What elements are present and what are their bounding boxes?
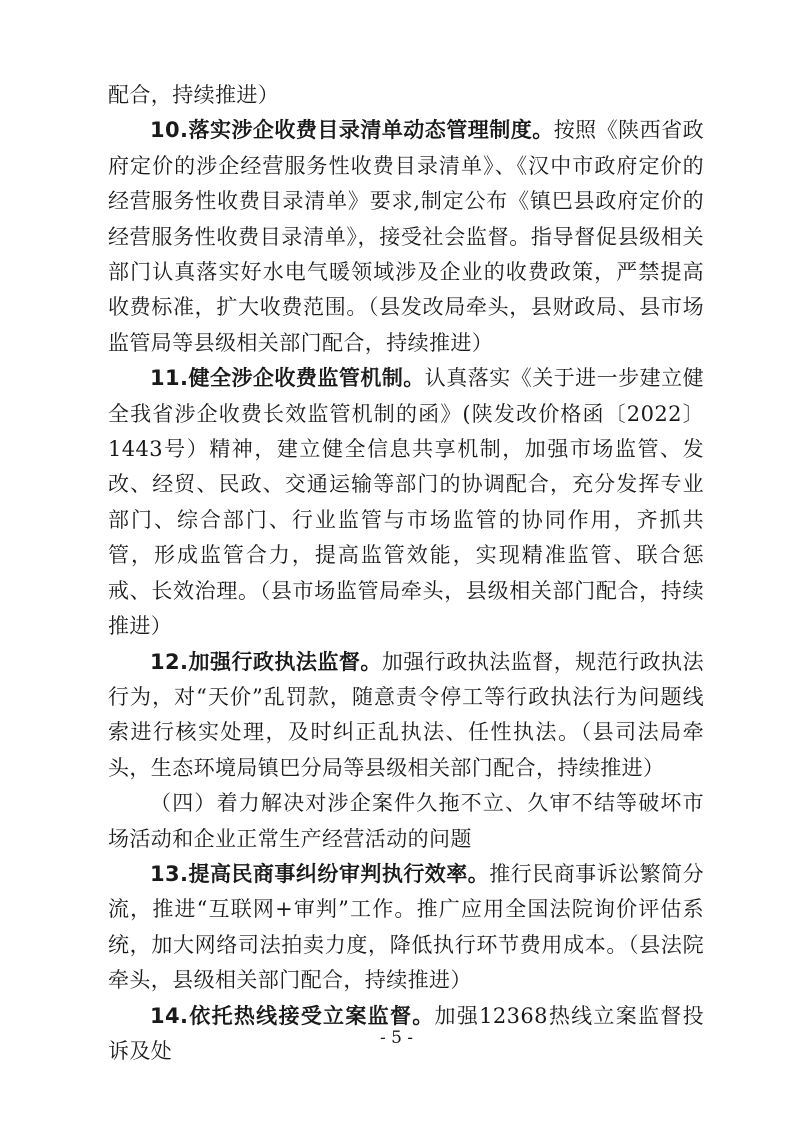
paragraph-item-12: [108, 645, 704, 787]
section-heading-4: [108, 786, 704, 857]
item-heading: 12.加强行政执法监督。: [150, 649, 382, 674]
paragraph-text: 配合，持续推进）: [108, 83, 280, 107]
item-body: 认真落实《关于进一步建立健全我省涉企收费长效监管机制的函》(陕发改价格函〔2022〕1443号）精神，建立健全信息共享机制，加强市场监管、发改、经贸、民政、交通运输等部门的协调配合，充分发挥专业部门、综合部门、行业监管与市场监管的协同作用，齐抓共管，形成监管合力，提高监管效能，实现精准监管、联合惩戒、长效治理。（县市场监管局牵头，县级相关部门配合，持续推进）: [108, 366, 704, 639]
item-body: 加强行政执法监督，规范行政执法行为，对“天价”乱罚款，随意责令停工等行政执法行为问题线索进行核实处理，及时纠正乱执法、任性执法。（县司法局牵头，生态环境局镇巴分局等县级相关部门配合，持续推进）: [108, 649, 704, 780]
item-heading: 13.提高民商事纠纷审判执行效率。: [150, 861, 490, 886]
paragraph-item-10: [108, 113, 704, 361]
item-heading: 10.落实涉企收费目录清单动态管理制度。: [150, 118, 554, 143]
item-body: 加强12368热线立案监督投诉及处: [108, 1003, 704, 1063]
item-heading: 11.健全涉企收费监管机制。: [150, 366, 425, 391]
item-heading: 14.依托热线接受立案监督。: [150, 1003, 435, 1028]
paragraph-item-13: [108, 857, 704, 999]
item-body: 按照《陕西省政府定价的涉企经营服务性收费目录清单》、《汉中市政府定价的经营服务性收费目录清单》要求,制定公布《镇巴县政府定价的经营服务性收费目录清单》，接受社会监督。指导督促县级相关部门认真落实好水电气暖领域涉及企业的收费政策，严禁提高收费标准，扩大收费范围。（县发改局牵头，县财政局、县市场监管局等县级相关部门配合，持续推进）: [108, 118, 704, 355]
section-heading-text: （四）着力解决对涉企案件久拖不立、久审不结等破坏市场活动和企业正常生产经营活动的问题: [108, 791, 704, 851]
paragraph-continuation: [108, 78, 704, 113]
document-body: [108, 78, 704, 1069]
item-body: 推行民商事诉讼繁简分流，推进“互联网+审判”工作。推广应用全国法院询价评估系统，加大网络司法拍卖力度，降低执行环节费用成本。（县法院牵头，县级相关部门配合，持续推进）: [108, 861, 704, 993]
page-number: - 5 -: [379, 1028, 414, 1048]
paragraph-item-11: [108, 361, 704, 644]
